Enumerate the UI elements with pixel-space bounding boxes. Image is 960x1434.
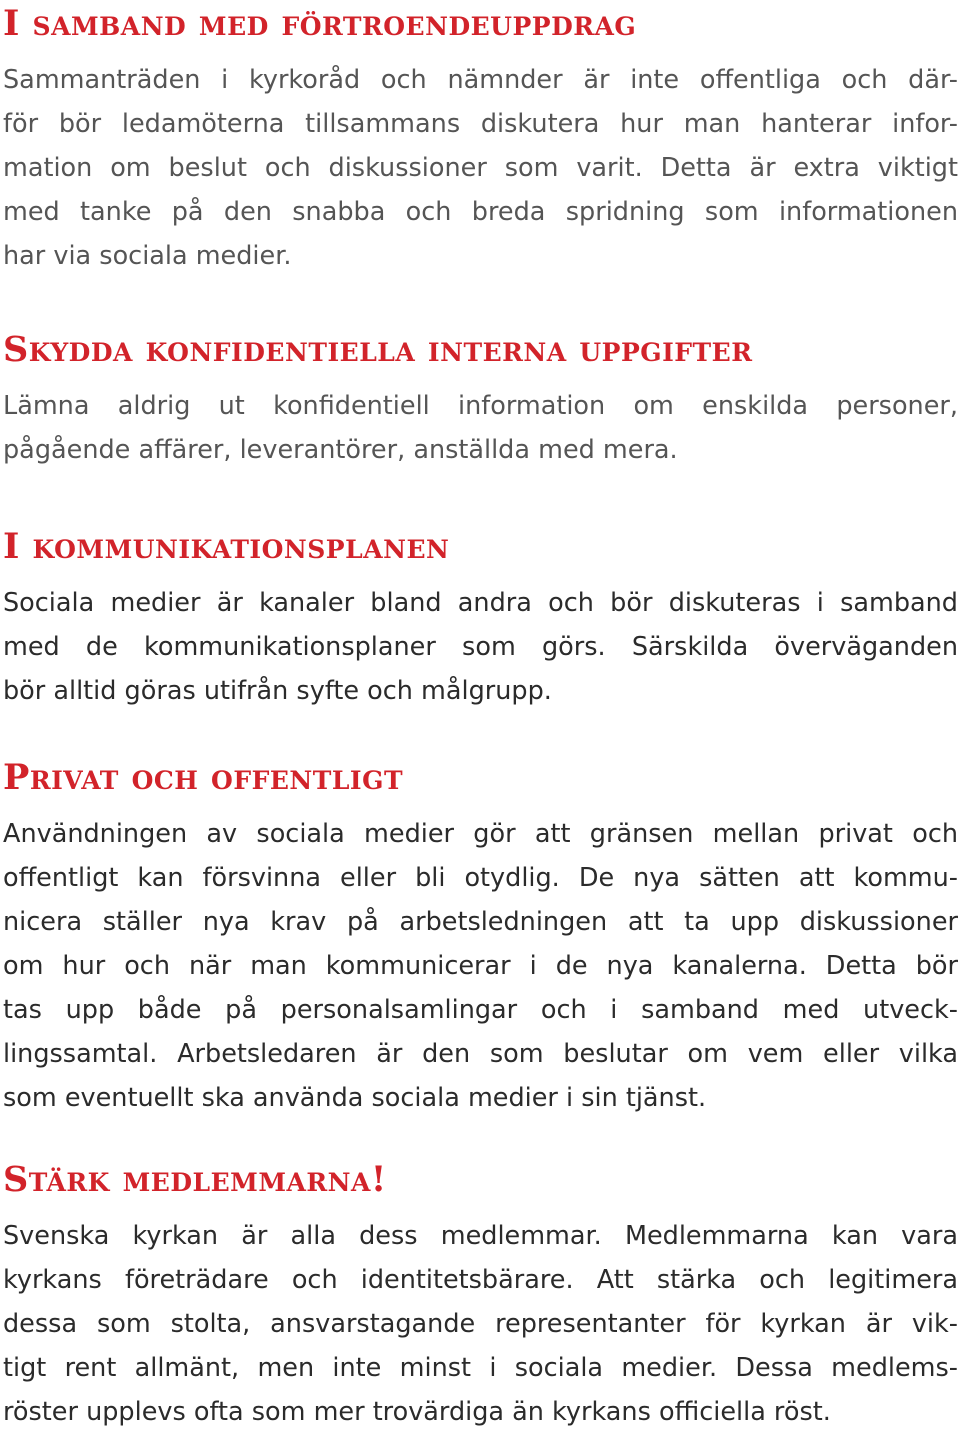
section-body: [3, 812, 958, 1120]
section-heading: Privat och offentligt: [3, 757, 404, 798]
body-line: tas upp både på personalsamlingar och i samband med utveck-: [3, 995, 958, 1025]
body-line: Sammanträden i kyrkoråd och nämnder är inte offentliga och där-: [3, 65, 958, 95]
body-line: för bör ledamöterna tillsammans diskutera hur man hanterar infor-: [3, 109, 958, 139]
body-line: med de kommunikationsplaner som görs. Särskilda överväganden: [3, 632, 958, 662]
section-konfidentiella: [3, 330, 958, 472]
body-line: har via sociala medier.: [3, 241, 292, 271]
body-line: om hur och när man kommunicerar i de nya kanalerna. Detta bör: [3, 951, 958, 981]
body-line: som eventuellt ska använda sociala medier i sin tjänst.: [3, 1083, 707, 1113]
body-line: tigt rent allmänt, men inte minst i sociala medier. Dessa medlems-: [3, 1353, 958, 1383]
body-line: Användningen av sociala medier gör att gränsen mellan privat och: [3, 819, 958, 849]
body-line: med tanke på den snabba och breda spridning som informationen: [3, 197, 958, 227]
body-line: röster upplevs ofta som mer trovärdiga än kyrkans officiella röst.: [3, 1397, 831, 1427]
section-kommunikationsplanen: [3, 527, 958, 713]
body-line: offentligt kan försvinna eller bli otydlig. De nya sätten att kommu-: [3, 863, 958, 893]
section-body: [3, 58, 958, 278]
body-line: nicera ställer nya krav på arbetsledningen att ta upp diskussioner: [3, 907, 958, 937]
body-line: Svenska kyrkan är alla dess medlemmar. Medlemmarna kan vara: [3, 1221, 958, 1251]
body-line: dessa som stolta, ansvarstagande representanter för kyrkan är vik-: [3, 1309, 958, 1339]
body-line: lingssamtal. Arbetsledaren är den som beslutar om vem eller vilka: [3, 1039, 958, 1069]
body-line: bör alltid göras utifrån syfte och målgrupp.: [3, 676, 552, 706]
body-line: pågående affärer, leverantörer, anställda med mera.: [3, 435, 678, 465]
section-heading: Skydda konfidentiella interna uppgifter: [3, 329, 753, 370]
body-line: Sociala medier är kanaler bland andra och bör diskuteras i samband: [3, 588, 958, 618]
section-heading: Stärk medlemmarna!: [3, 1159, 387, 1200]
section-body: [3, 384, 958, 472]
body-line: Lämna aldrig ut konfidentiell information om enskilda personer,: [3, 391, 958, 421]
body-line: mation om beslut och diskussioner som varit. Detta är extra viktigt: [3, 153, 958, 183]
section-stark-medlemmarna: [3, 1160, 958, 1434]
section-fortroendeuppdrag: [3, 4, 958, 278]
section-heading: I kommunikationsplanen: [3, 526, 450, 567]
section-privat-offentligt: [3, 758, 958, 1120]
section-body: [3, 581, 958, 713]
section-heading: I samband med förtroendeuppdrag: [3, 3, 637, 44]
body-line: kyrkans företrädare och identitetsbärare. Att stärka och legitimera: [3, 1265, 958, 1295]
section-body: [3, 1214, 958, 1434]
